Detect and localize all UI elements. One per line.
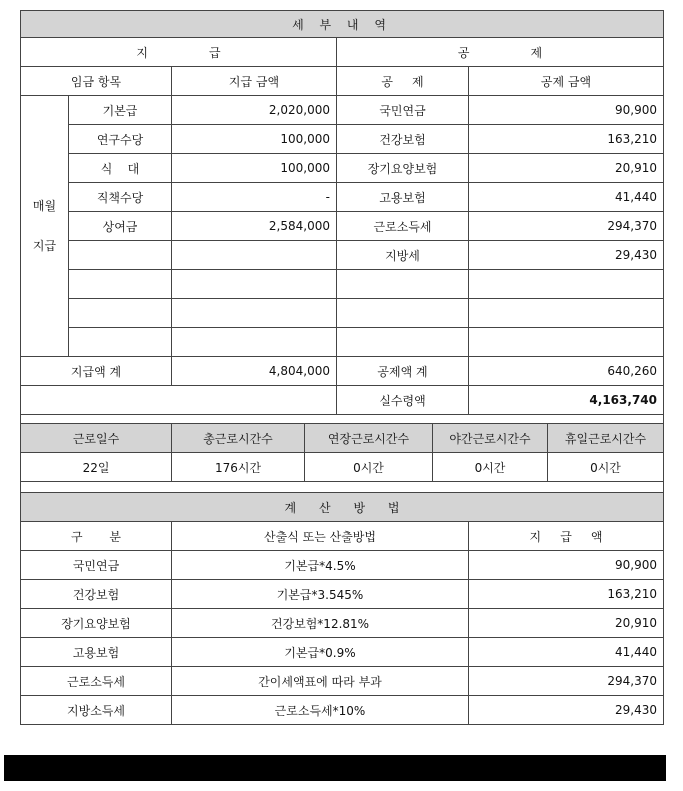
table-row	[21, 328, 664, 357]
redaction-bar	[4, 755, 666, 781]
deduct-item: 장기요양보험	[337, 154, 469, 183]
calc-amount: 41,440	[469, 638, 664, 667]
pay-item: 식 대	[69, 154, 172, 183]
table-row	[21, 125, 664, 154]
table-row	[21, 609, 664, 638]
deduct-amount: 294,370	[469, 212, 664, 241]
calc-category: 건강보험	[21, 580, 172, 609]
total-pay-label: 지급액 계	[21, 357, 172, 386]
calc-category: 국민연금	[21, 551, 172, 580]
table-row	[21, 667, 664, 696]
payslip-document	[20, 10, 663, 725]
pay-amount	[172, 270, 337, 299]
deduct-item: 건강보험	[337, 125, 469, 154]
table-row	[21, 241, 664, 270]
calc-formula: 간이세액표에 따라 부과	[172, 667, 469, 696]
pay-amount: -	[172, 183, 337, 212]
calc-formula: 기본급*3.545%	[172, 580, 469, 609]
pay-amount: 2,584,000	[172, 212, 337, 241]
pay-amount	[172, 299, 337, 328]
col-pay-amount-header: 지급 금액	[172, 67, 337, 96]
calc-col-amount: 지 급 액	[469, 522, 664, 551]
calc-category: 고용보험	[21, 638, 172, 667]
deduct-item: 지방세	[337, 241, 469, 270]
total-pay-value: 4,804,000	[172, 357, 337, 386]
calc-formula: 기본급*4.5%	[172, 551, 469, 580]
calc-title: 계 산 방 법	[21, 493, 664, 522]
section-gap	[21, 482, 664, 493]
calc-col-formula: 산출식 또는 산출방법	[172, 522, 469, 551]
hours-header-total: 총근로시간수	[172, 424, 305, 453]
pay-amount: 100,000	[172, 125, 337, 154]
calc-amount: 294,370	[469, 667, 664, 696]
calc-amount: 163,210	[469, 580, 664, 609]
deduct-amount	[469, 299, 664, 328]
deduct-amount: 90,900	[469, 96, 664, 125]
table-row	[21, 299, 664, 328]
table-row	[21, 96, 664, 125]
hours-value-overtime: 0시간	[305, 453, 433, 482]
table-row	[21, 183, 664, 212]
pay-item: 기본급	[69, 96, 172, 125]
deduct-amount	[469, 270, 664, 299]
pay-item	[69, 299, 172, 328]
deduct-item	[337, 270, 469, 299]
breakdown-title: 세 부 내 역	[21, 11, 664, 38]
deduct-item	[337, 299, 469, 328]
total-deduct-value: 640,260	[469, 357, 664, 386]
table-row	[21, 270, 664, 299]
side-label-line-2: 지급	[32, 239, 57, 253]
hours-header-workdays: 근로일수	[21, 424, 172, 453]
calc-amount: 29,430	[469, 696, 664, 725]
deduct-header: 공 제	[337, 38, 664, 67]
table-row	[21, 154, 664, 183]
pay-amount	[172, 241, 337, 270]
calc-formula: 건강보험*12.81%	[172, 609, 469, 638]
calc-col-category: 구 분	[21, 522, 172, 551]
hours-value-total: 176시간	[172, 453, 305, 482]
calc-category: 장기요양보험	[21, 609, 172, 638]
pay-amount: 100,000	[172, 154, 337, 183]
table-row	[21, 212, 664, 241]
pay-item: 상여금	[69, 212, 172, 241]
calc-amount: 90,900	[469, 551, 664, 580]
deduct-amount: 20,910	[469, 154, 664, 183]
deduct-amount: 163,210	[469, 125, 664, 154]
hours-value-holiday: 0시간	[548, 453, 664, 482]
pay-amount: 2,020,000	[172, 96, 337, 125]
pay-item: 연구수당	[69, 125, 172, 154]
col-item-header: 임금 항목	[21, 67, 172, 96]
hours-table	[20, 423, 664, 492]
deduct-amount: 29,430	[469, 241, 664, 270]
net-pay-label: 실수령액	[337, 386, 469, 415]
table-row	[21, 696, 664, 725]
breakdown-table	[20, 10, 664, 423]
pay-item	[69, 270, 172, 299]
section-gap	[21, 415, 664, 424]
total-deduct-label: 공제액 계	[337, 357, 469, 386]
deduct-item: 고용보험	[337, 183, 469, 212]
deduct-amount	[469, 328, 664, 357]
hours-value-workdays: 22일	[21, 453, 172, 482]
deduct-item	[337, 328, 469, 357]
pay-amount	[172, 328, 337, 357]
table-row	[21, 638, 664, 667]
net-pay-spacer	[21, 386, 337, 415]
deduct-item: 국민연금	[337, 96, 469, 125]
table-row	[21, 580, 664, 609]
col-deduct-amount-header: 공제 금액	[469, 67, 664, 96]
calc-formula: 기본급*0.9%	[172, 638, 469, 667]
calc-category: 근로소득세	[21, 667, 172, 696]
calc-category: 지방소득세	[21, 696, 172, 725]
side-label-line-1: 매월	[32, 199, 57, 213]
deduct-item: 근로소득세	[337, 212, 469, 241]
calc-amount: 20,910	[469, 609, 664, 638]
calc-table	[20, 492, 664, 725]
hours-header-holiday: 휴일근로시간수	[548, 424, 664, 453]
pay-item	[69, 328, 172, 357]
pay-item: 직책수당	[69, 183, 172, 212]
deduct-amount: 41,440	[469, 183, 664, 212]
col-deduct-header: 공 제	[337, 67, 469, 96]
hours-header-overtime: 연장근로시간수	[305, 424, 433, 453]
hours-value-night: 0시간	[433, 453, 548, 482]
calc-formula: 근로소득세*10%	[172, 696, 469, 725]
monthly-pay-side-label	[21, 96, 69, 357]
pay-item	[69, 241, 172, 270]
net-pay-value: 4,163,740	[469, 386, 664, 415]
pay-header: 지 급	[21, 38, 337, 67]
hours-header-night: 야간근로시간수	[433, 424, 548, 453]
table-row	[21, 551, 664, 580]
